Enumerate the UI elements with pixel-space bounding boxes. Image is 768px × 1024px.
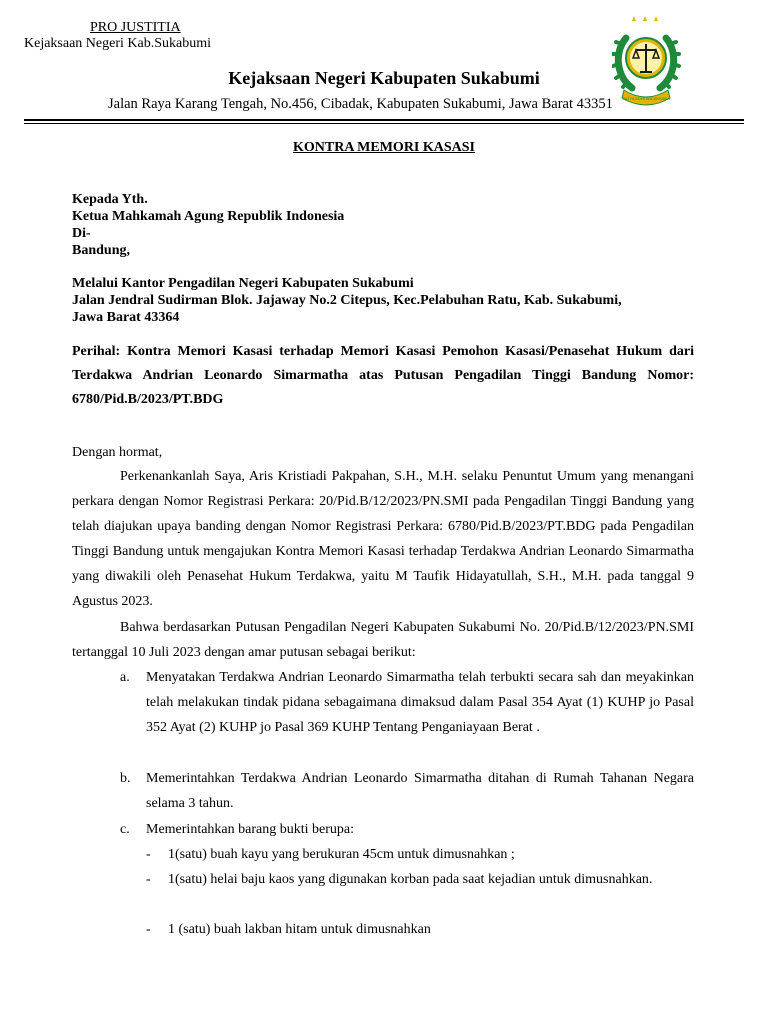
via-office: Melalui Kantor Pengadilan Negeri Kabupaten Sukabumi: [72, 276, 414, 291]
pro-justitia-label: PRO JUSTITIA: [90, 20, 181, 35]
greeting: Dengan hormat,: [72, 445, 163, 460]
recipient-city: Bandung,: [72, 243, 130, 258]
office-short-name: Kejaksaan Negeri Kab.Sukabumi: [24, 36, 211, 51]
recipient-salutation: Kepada Yth.: [72, 192, 148, 207]
via-address-line2: Jawa Barat 43364: [72, 310, 180, 325]
list-item-text: Memerintahkan Terdakwa Andrian Leonardo Simarmatha ditahan di Rumah Tahanan Negara selama 3 tahun.: [146, 771, 694, 811]
list-item-text: Menyatakan Terdakwa Andrian Leonardo Simarmatha telah terbukti secara sah dan meyakinkan telah melakukan tindak pidana sebagaimana dimaksud dalam Pasal 354 Ayat (1) KUHP jo Pasal 352 Ayat (2) KUHP jo Pasal 369 KUHP Tentang Penganiayaan Berat .: [146, 670, 694, 735]
list-marker: a.: [120, 670, 130, 685]
body-paragraph-2: Bahwa berdasarkan Putusan Pengadilan Negeri Kabupaten Sukabumi No. 20/Pid.B/12/2023/PN.SMI tertanggal 10 Juli 2023 dengan amar putusan sebagai berikut:: [72, 620, 694, 660]
body-paragraph-1: Perkenankanlah Saya, Aris Kristiadi Pakpahan, S.H., M.H. selaku Penuntut Umum yang menangani perkara dengan Nomor Registrasi Perkara: 20/Pid.B/12/2023/PN.SMI pada Pengadilan Tinggi Bandung yang telah diajukan upaya banding dengan Nomor Registrasi Perkara: 6780/Pid.B/2023/PT.BDG pada Pengadilan Tinggi Bandung untuk mengajukan Kontra Memori Kasasi terhadap Terdakwa Andrian Leonardo Simarmatha yang diwakili oleh Penasehat Hukum Terdakwa, yaitu M Taufik Hidayatullah, S.H., M.H. pada tanggal 9 Agustus 2023.: [72, 469, 694, 609]
list-marker: b.: [120, 771, 131, 786]
evidence-item-text: 1(satu) helai baju kaos yang digunakan korban pada saat kejadian untuk dimusnahkan.: [168, 872, 653, 887]
evidence-item: [146, 917, 694, 942]
header-rule-thin: [24, 123, 744, 124]
star-icon: [654, 16, 658, 21]
evidence-item: [146, 842, 694, 867]
verdict-item: [120, 766, 694, 816]
kejaksaan-emblem-icon: [612, 12, 692, 120]
star-icon: [643, 16, 647, 21]
evidence-item: [146, 867, 694, 892]
dash-marker: -: [146, 847, 151, 862]
star-icon: [632, 16, 636, 21]
list-marker: c.: [120, 822, 130, 837]
dash-marker: -: [146, 872, 151, 887]
dash-marker: -: [146, 922, 151, 937]
recipient-name: Ketua Mahkamah Agung Republik Indonesia: [72, 209, 345, 224]
recipient-di: Di-: [72, 226, 91, 241]
via-address-line1: Jalan Jendral Sudirman Blok. Jajaway No.2 Citepus, Kec.Pelabuhan Ratu, Kab. Sukabumi,: [72, 293, 622, 308]
document-title: KONTRA MEMORI KASASI: [292, 140, 476, 155]
logo-ribbon-text: SATYA ADHI WICAKSANA: [622, 96, 670, 101]
verdict-item: [120, 665, 694, 740]
evidence-item-text: 1 (satu) buah lakban hitam untuk dimusnahkan: [168, 922, 431, 937]
evidence-item-text: 1(satu) buah kayu yang berukuran 45cm untuk dimusnahkan ;: [168, 847, 515, 862]
office-title: Kejaksaan Negeri Kabupaten Sukabumi: [228, 68, 540, 88]
perihal-subject: Perihal: Kontra Memori Kasasi terhadap Memori Kasasi Pemohon Kasasi/Penasehat Hukum dari Terdakwa Andrian Leonardo Simarmatha atas Putusan Pengadilan Tinggi Bandung Nomor: 6780/Pid.B/2023/PT.BDG: [72, 344, 694, 407]
list-item-text: Memerintahkan barang bukti berupa:: [146, 822, 354, 837]
office-address: Jalan Raya Karang Tengah, No.456, Cibadak, Kabupaten Sukabumi, Jawa Barat 43351: [108, 96, 613, 112]
verdict-item: [120, 817, 694, 842]
